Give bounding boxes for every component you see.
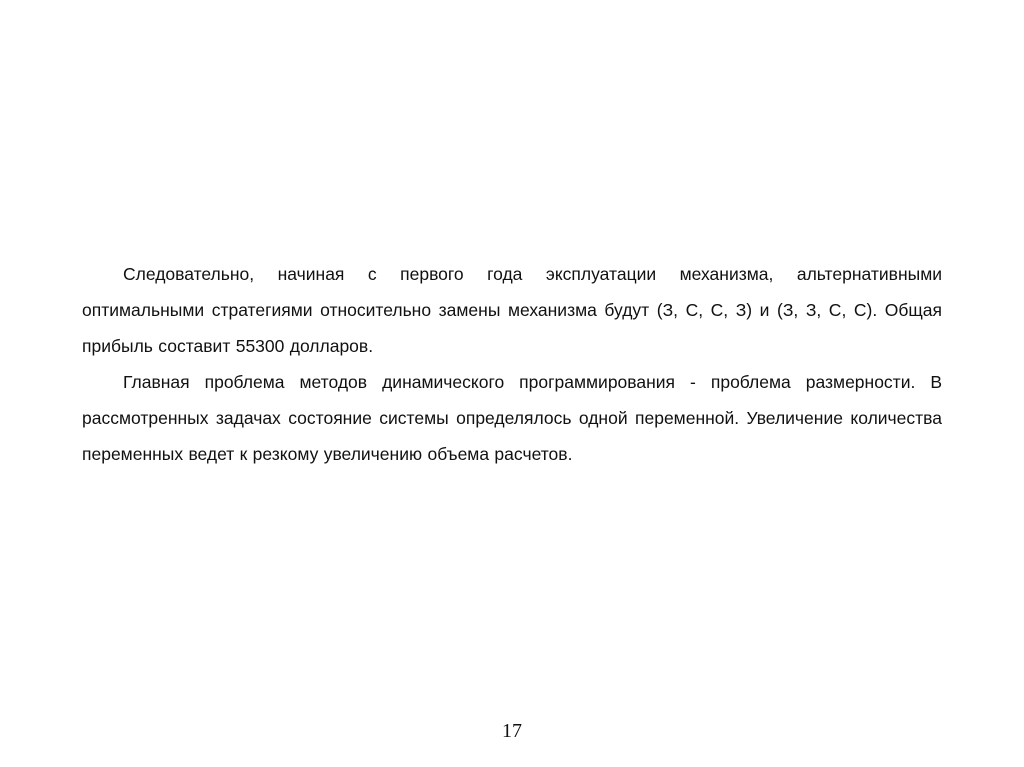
body-text <box>82 256 942 472</box>
page-number: 17 <box>502 720 522 742</box>
paragraph-strategies-profit: Следовательно, начиная с первого года эксплуатации механизма, альтернативными оптимальными стратегиями относительно замены механизма будут (З, С, С, З) и (З, З, С, С). Общая прибыль составит 55300 долларов. <box>82 264 942 356</box>
paragraph-dimensionality-problem: Главная проблема методов динамического программирования - проблема размерности. В рассмотренных задачах состояние системы определялось одной переменной. Увеличение количества переменных ведет к резкому увеличению объема расчетов. <box>82 372 942 464</box>
